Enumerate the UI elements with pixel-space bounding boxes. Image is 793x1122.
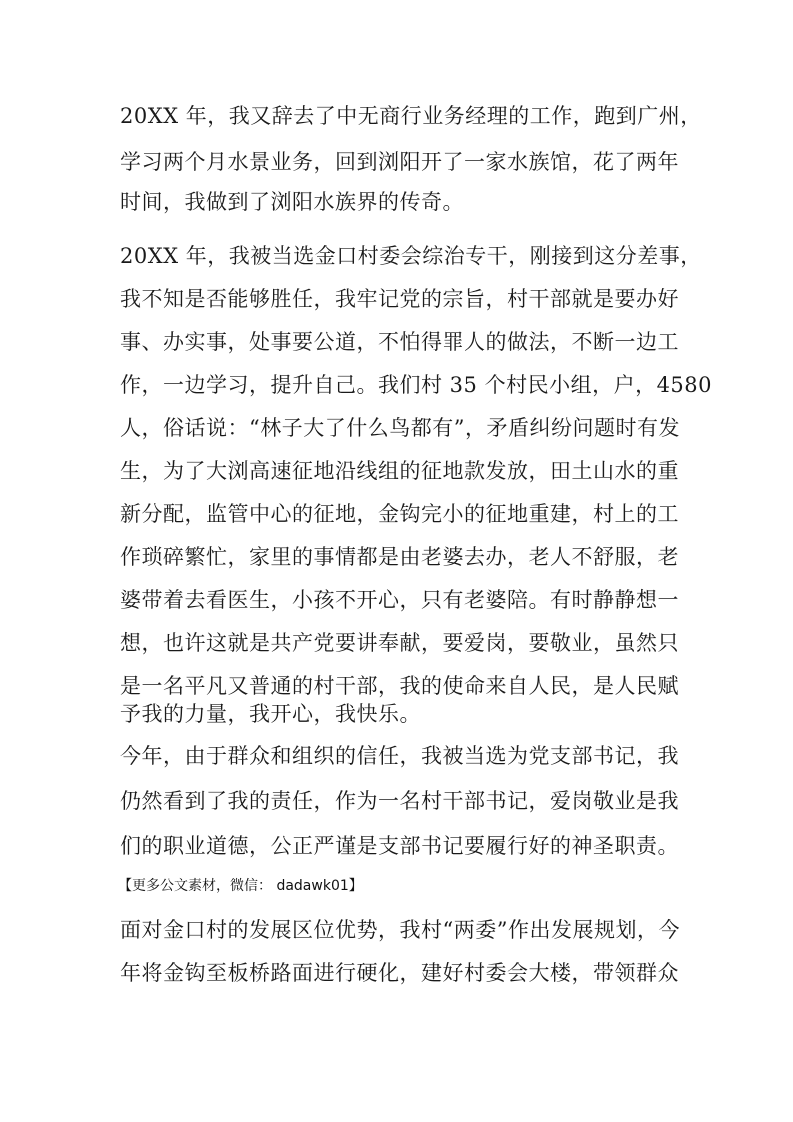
p2-line-9: 婆带着去看医生，小孩不开心，只有老婆陪。有时静静想一 <box>120 588 679 612</box>
p2-line-4: 作，一边学习，提升自己。我们村 35 个村民小组，户，4580 <box>120 373 713 397</box>
p3-line-3: 们的职业道德，公正严谨是支部书记要履行好的神圣职责。 <box>120 834 679 858</box>
p1-line-2: 学习两个月水景业务，回到浏阳开了一家水族馆，花了两年 <box>120 150 679 174</box>
p4-line-2: 年将金钩至板桥路面进行硬化，建好村委会大楼，带领群众 <box>120 961 679 985</box>
p2-line-12: 予我的力量，我开心，我快乐。 <box>120 702 421 726</box>
p2-line-7: 新分配，监管中心的征地，金钩完小的征地重建，村上的工 <box>120 502 679 526</box>
p3-line-2: 仍然看到了我的责任，作为一名村干部书记，爱岗敬业是我 <box>120 789 679 813</box>
wechat-note: 【更多公文素材，微信： dadawk01】 <box>118 878 363 894</box>
p2-line-10: 想，也许这就是共产党要讲奉献，要爱岗，要敬业，虽然只 <box>120 631 679 655</box>
p2-line-8: 作琐碎繁忙，家里的事情都是由老婆去办，老人不舒服，老 <box>120 545 679 569</box>
p1-line-3: 时间，我做到了浏阳水族界的传奇。 <box>120 190 464 214</box>
p2-line-2: 我不知是否能够胜任，我牢记党的宗旨，村干部就是要办好 <box>120 287 679 311</box>
p2-line-6: 生，为了大浏高速征地沿线组的征地款发放，田土山水的重 <box>120 459 679 483</box>
p3-line-1: 今年，由于群众和组织的信任，我被当选为党支部书记，我 <box>120 744 679 768</box>
p4-line-1: 面对金口村的发展区位优势，我村“两委”作出发展规划，今 <box>120 918 680 942</box>
p2-line-11: 是一名平凡又普通的村干部，我的使命来自人民，是人民赋 <box>120 674 679 698</box>
p2-line-3: 事、办实事，处事要公道，不怕得罪人的做法，不断一边工 <box>120 330 679 354</box>
p2-line-1: 20XX 年，我被当选金口村委会综治专干，刚接到这分差事， <box>120 244 702 268</box>
p1-line-1: 20XX 年，我又辞去了中无商行业务经理的工作，跑到广州， <box>120 104 702 128</box>
p2-line-5: 人，俗话说：“林子大了什么鸟都有”，矛盾纠纷问题时有发 <box>120 416 680 440</box>
